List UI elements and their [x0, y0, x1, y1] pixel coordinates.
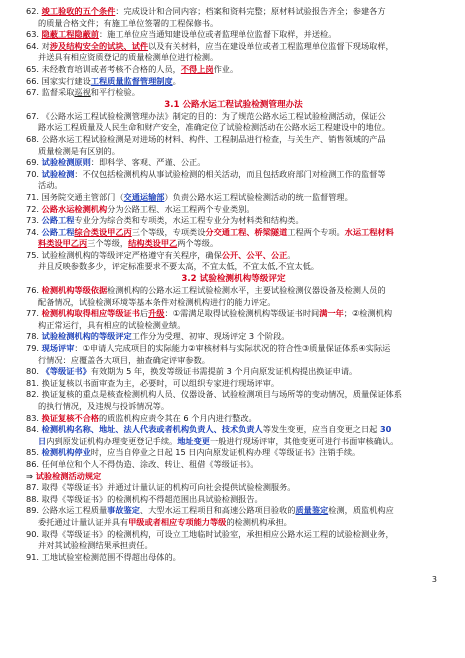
numbered-item [26, 529, 441, 541]
item-number: 65. [26, 63, 42, 74]
item-number: 62. [26, 6, 42, 16]
text-run: 取得《等级证书》的检测机构，可设立工地临时试验室，承担相应公路水运工程的试验检测业务， [41, 528, 394, 539]
text-run: 未经教育培训或者考核不合格的人员， [41, 63, 181, 74]
text-run: 满一年 [319, 308, 344, 319]
text-run: 检测机构停业 [41, 447, 91, 458]
paragraph-continuation [26, 261, 441, 273]
text-run: 。 [287, 249, 296, 260]
text-run: 分为公路工程、水运工程两个专业类别。 [107, 203, 255, 214]
item-number: 87. [26, 482, 42, 493]
numbered-item [26, 41, 441, 53]
text-run: 工程质量监督管理制度 [90, 75, 173, 86]
item-number: 74. [26, 226, 42, 237]
arrow-icon: ⇒ [26, 470, 36, 481]
item-number: 89. [26, 505, 42, 516]
text-run: 构正常运行，具有相应的试验检测业绩。 [38, 319, 186, 330]
numbered-item [26, 134, 441, 146]
text-run: ：①申请人完成项目的实际能力②审核材料与实际状况的符合性③质量保证体系④实际运 [74, 343, 391, 354]
paragraph-continuation [26, 517, 441, 529]
item-number: 77. [26, 308, 42, 319]
text-run: 内到原发证机构办理变更登记手续。 [46, 435, 178, 446]
numbered-item [26, 157, 441, 169]
text-run: 工程两个专项。 [287, 226, 345, 237]
item-number: 86. [26, 458, 42, 469]
text-run: ：完成设计和合同内容；档案和资料完整；原材料试验报告齐全；参建各方 [115, 6, 386, 16]
numbered-item [26, 215, 441, 227]
text-run: 后 [139, 308, 149, 319]
text-run: 公路水运检测机构 [41, 203, 108, 214]
item-number: 79. [26, 343, 42, 354]
text-run: ：不仅包括检测机构从事试验检测的相关活动，而且包括政府部门对检测工作的监督等 [74, 168, 386, 179]
numbered-item [26, 192, 441, 204]
text-run: 专业分为综合类和专项类，水运工程专业分为材料类和结构类。 [74, 215, 304, 226]
text-run: 委托通过计量认证并具有 [38, 516, 129, 527]
item-number: 85. [26, 447, 42, 458]
paragraph-continuation [26, 180, 441, 192]
item-number: 75. [26, 249, 42, 260]
numbered-item [26, 471, 441, 483]
numbered-item [26, 285, 441, 297]
text-run: 分交通工程、桥梁隧道 [205, 226, 288, 237]
text-run: ：①需满足取得试验检测机构等级证书时间 [164, 308, 320, 319]
item-number: 63. [26, 29, 42, 40]
text-run: 有效期为 5 年，换发等级证书需提前 3 个月向原发证机构提出换证申请。 [90, 366, 358, 377]
numbered-item [26, 111, 441, 123]
text-run: 事故鉴定 [107, 505, 140, 516]
text-run: 任何单位和个人不得伪造、涂改、转让、租借《等级证书》。 [41, 458, 259, 469]
paragraph-continuation [26, 436, 441, 448]
text-run: 并对其试验检测结果承担责任。 [38, 540, 153, 551]
text-run: 公路工程 [41, 226, 75, 237]
numbered-item [26, 87, 441, 99]
item-number: 88. [26, 493, 42, 504]
item-number: 67. [26, 110, 42, 121]
item-number: 67. [26, 87, 42, 98]
text-run: 质量检测是有区别的。 [38, 145, 120, 156]
numbered-item [26, 378, 441, 390]
page-number: 3 [431, 575, 437, 584]
text-run: 竣工验收的五个条件 [41, 6, 116, 16]
text-run: 的质量合格文件；有施工单位签署的工程保修书。 [38, 17, 219, 28]
text-run: 质量鉴定 [295, 505, 329, 516]
numbered-item [26, 331, 441, 343]
text-run: 三个等级， [87, 238, 129, 249]
numbered-item [26, 552, 441, 564]
numbered-item [26, 29, 441, 41]
text-run: 隐蔽工程隐蔽前 [41, 29, 99, 40]
numbered-item [26, 505, 441, 517]
text-run: 取得《等级证书》的检测机构不得超范围出具试验检测报告。 [41, 493, 263, 504]
text-run: 试验检测机构的等级评定严格遵守有关程序，确保 [41, 249, 222, 260]
item-number: 78. [26, 331, 42, 342]
item-number: 71. [26, 191, 42, 202]
numbered-item [26, 343, 441, 355]
text-run: 和平行检验。 [90, 87, 140, 98]
text-run: ：施工单位应当通知建设单位或者监理单位监督下取样，并送检。 [98, 29, 337, 40]
text-run: 的检测机构承担。 [226, 516, 292, 527]
paragraph-continuation [26, 401, 441, 413]
text-run: 行情况：应覆盖各大项目，抽查确定评审参数。 [38, 354, 210, 365]
numbered-item [26, 366, 441, 378]
text-run: 日 [38, 435, 47, 446]
item-number: 83. [26, 412, 42, 423]
item-number: 69. [26, 157, 42, 168]
numbered-item [26, 169, 441, 181]
item-number: 84. [26, 424, 42, 435]
text-run: 国务院交通主管部门（ [41, 191, 124, 202]
item-number: 80. [26, 366, 42, 377]
numbered-item [26, 413, 441, 425]
text-run: 对 [41, 40, 50, 51]
numbered-item [26, 6, 441, 18]
text-run: 《等级证书》 [41, 366, 91, 377]
item-number: 82. [26, 389, 42, 400]
text-run: ；②检测机构 [343, 308, 393, 319]
text-run: 作业。 [213, 63, 239, 74]
document-body [26, 6, 441, 563]
numbered-item [26, 447, 441, 459]
text-run: 升级 [148, 308, 165, 319]
numbered-item [26, 424, 441, 436]
text-run: 试验检测机构的等级评定 [41, 331, 132, 342]
paragraph-continuation [26, 52, 441, 64]
text-run: 结构类设甲乙 [128, 238, 178, 249]
text-run: ：即科学、客观、严谨、公正。 [90, 157, 206, 168]
paragraph-continuation [26, 355, 441, 367]
text-run: 试验检测 [41, 168, 75, 179]
paragraph-continuation [26, 320, 441, 332]
text-run: ）负责公路水运工程试验检测活动的统一监督管理。 [164, 191, 353, 202]
item-number: 81. [26, 377, 42, 388]
text-run: 水运工程材料 [344, 226, 394, 237]
paragraph-continuation [26, 297, 441, 309]
text-run: 取得《等级证书》并通过计量认证的机构可向社会提供试验检测服务。 [41, 482, 296, 493]
text-run: 公路水运工程质量 [41, 505, 108, 516]
text-run: 地址变更 [177, 435, 210, 446]
text-run: 检测机构名称、地址、法人代表或者机构负责人、技术负责人 [41, 424, 263, 435]
numbered-item [26, 204, 441, 216]
text-run: 检测机构取得相应等级证书 [41, 308, 140, 319]
text-run: 一般进行现场评审，其他变更可进行书面审核确认。 [209, 435, 399, 446]
text-run: 30 [379, 424, 392, 435]
text-run: 路水运工程质量及人民生命和财产安全，准确定位了试验检测活动在公路水运工程建设中的地位。 [38, 122, 391, 133]
text-run: 不得上岗 [180, 63, 214, 74]
text-run: 检测，质监机构应 [328, 505, 394, 516]
text-run: 的质监机构应责令其在 6 个月内进行整改。 [98, 412, 257, 423]
item-number: 90. [26, 528, 42, 539]
text-run: 《公路水运工程试验检测管理办法》制定的目的：为了规范公路水运工程试验检测活动，保证公 [41, 110, 386, 121]
text-run: 公路水运工程试验检测是对进场的材料、构件、工程制品进行检查，与关生产、销售领域的产品 [41, 133, 386, 144]
text-run: 工地试验室检测范围不得超出母体的。 [41, 551, 181, 562]
numbered-item [26, 389, 441, 401]
text-run: 并且反映参数多少，评定标准要求不要太高，不宜太低，不宜太低,不宜太低。 [38, 261, 319, 272]
text-run: 甲级或者相应专项能力等级 [128, 516, 227, 527]
numbered-item [26, 227, 441, 239]
item-number: 72. [26, 203, 42, 214]
item-number: 76. [26, 285, 42, 296]
text-run: 活动。 [38, 180, 63, 191]
text-run: 时，应当自停业之日起 15 日内向原发证机构办理《等级证书》注销手续。 [90, 447, 361, 458]
paragraph-continuation [26, 238, 441, 250]
paragraph-continuation [26, 18, 441, 30]
text-run: 公开、公平、公正 [221, 249, 288, 260]
text-run: 配备情况，试验检测环境等基本条件对检测机构进行的能力评定。 [38, 296, 276, 307]
numbered-item [26, 64, 441, 76]
text-run: 综合类设甲乙丙 [74, 226, 132, 237]
numbered-item [26, 76, 441, 88]
text-run: 涉及结构安全的试块、试件 [49, 40, 149, 51]
text-run: 等发生变更，应当自变更之日起 [262, 424, 380, 435]
numbered-item [26, 494, 441, 506]
numbered-item [26, 308, 441, 320]
text-run: 监督采取 [41, 87, 75, 98]
text-run: 并送具有相应资质登记的质量检测单位进行检测。 [38, 52, 219, 63]
text-run: 。 [172, 75, 181, 86]
paragraph-continuation [26, 540, 441, 552]
text-run: 国家实行建设 [41, 75, 91, 86]
text-run: 换证复核以书面审查为主，必要时，可以组织专家进行现场评审。 [41, 377, 280, 388]
numbered-item [26, 482, 441, 494]
paragraph-continuation [26, 122, 441, 134]
text-run: 以及有关材料，应当在建设单位或者工程监理单位监督下现场取样， [148, 40, 394, 51]
item-number: 66. [26, 75, 42, 86]
text-run: 两个等级。 [177, 238, 219, 249]
section-heading: 3.2 试验检测机构等级评定 [181, 274, 286, 285]
text-run: 试验检测活动规定 [35, 470, 102, 481]
numbered-item [26, 459, 441, 471]
text-run: 交通运输部 [123, 191, 165, 202]
section-heading: 3.1 公路水运工程试验检测管理办法 [164, 99, 303, 110]
text-run: 检测机构等级依据 [41, 285, 108, 296]
item-number: 64. [26, 40, 42, 51]
text-run: 的执行情况，及违规与投诉情况等。 [38, 401, 170, 411]
item-number: 70. [26, 168, 42, 179]
item-number: 68. [26, 133, 42, 144]
text-run: 、大型水运工程项目和高速公路项目验收的 [139, 505, 296, 516]
paragraph-continuation [26, 146, 441, 158]
text-run: 试验检测原则 [41, 157, 91, 168]
text-run: 现场评审 [41, 343, 75, 354]
text-run: 检测机构的公路水运工程试验检测水平，主要试验检测仪器设备及检测人员的 [107, 285, 386, 296]
text-run: 三个等级，专项类设 [131, 226, 206, 237]
text-run: 换证复核不合格 [41, 412, 99, 423]
text-run: 工作分为受理、初审、现场评定 3 个阶段。 [131, 331, 290, 342]
item-number: 91. [26, 551, 42, 562]
item-number: 73. [26, 215, 42, 226]
text-run: 巡视 [74, 87, 91, 98]
text-run: 料类设甲乙丙 [38, 238, 88, 249]
numbered-item [26, 250, 441, 262]
text-run: 公路工程 [41, 215, 75, 226]
text-run: 换证复核的重点是核查检测机构人员、仪器设备、试验检测项目与场所等的变动情况，质量保证体系 [41, 389, 402, 400]
